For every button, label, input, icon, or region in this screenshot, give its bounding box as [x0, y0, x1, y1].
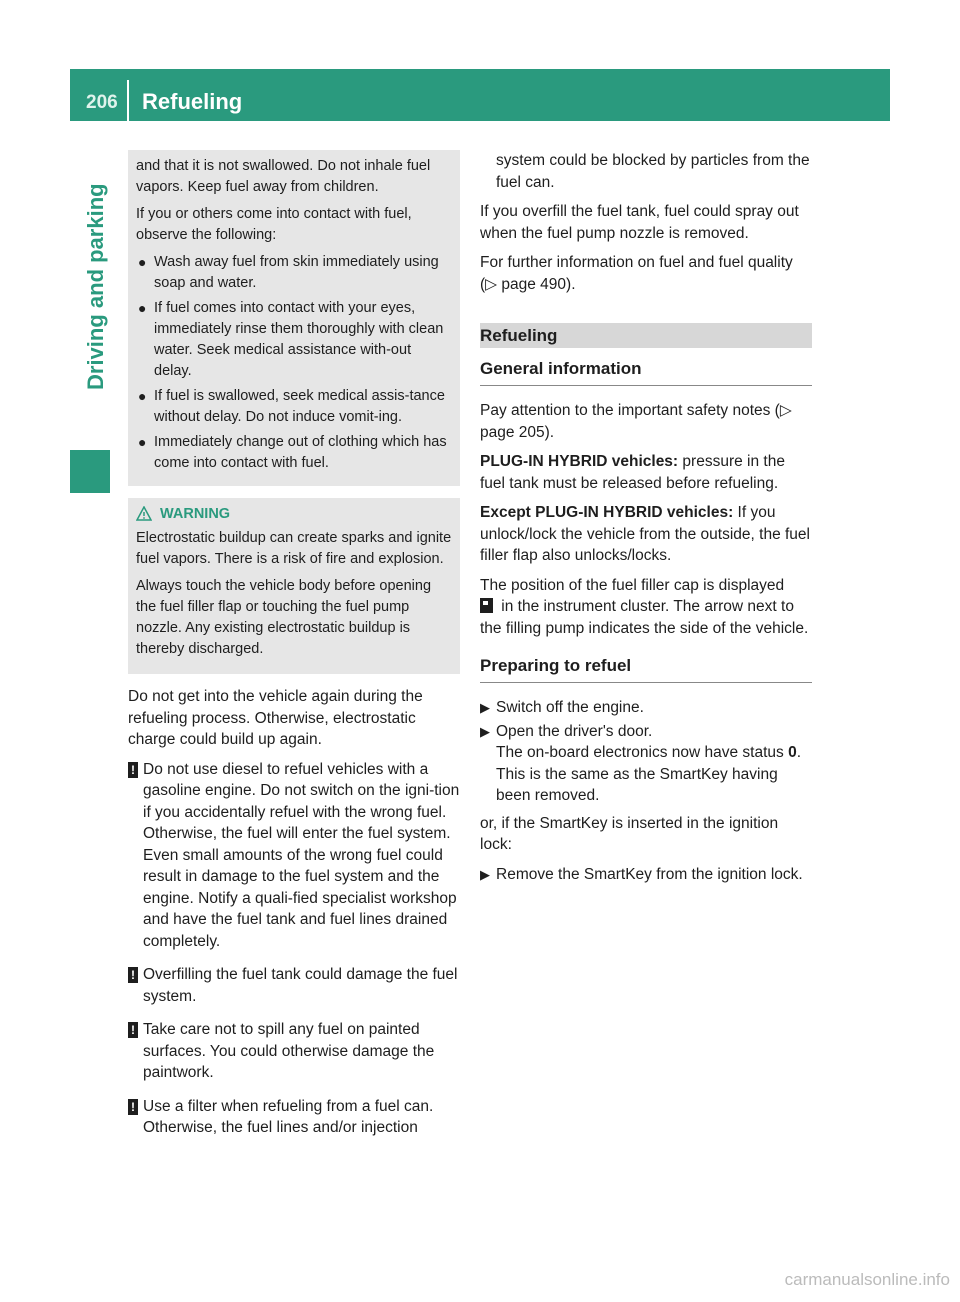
note-item: ! Overfilling the fuel tank could damage the fuel system. — [128, 964, 460, 1007]
paragraph: PLUG-IN HYBRID vehicles: pressure in the fuel tank must be released before refueling. — [480, 453, 785, 492]
right-column — [480, 150, 812, 887]
page-number: 206 — [86, 92, 118, 113]
section-title-box — [480, 323, 812, 348]
section-title: Refueling — [480, 325, 558, 345]
exclamation-icon: ! — [128, 967, 138, 983]
safety-text-1: and that it is not swallowed. Do not inhale fuel vapors. Keep fuel away from children. — [136, 158, 431, 195]
bullet-icon: ● — [138, 434, 147, 450]
side-section-label: Driving and parking — [83, 183, 108, 390]
left-column — [128, 150, 460, 1151]
paragraph: For further information on fuel and fuel quality (▷ page 490). — [480, 254, 793, 293]
exclamation-icon: ! — [128, 1022, 138, 1038]
list-item: ● Wash away fuel from skin immediately using soap and water. — [138, 254, 439, 291]
paragraph: Except PLUG-IN HYBRID vehicles: If you unlock/lock the vehicle from the outside, the fuel filler flap also unlocks/locks. — [480, 504, 810, 564]
list-item: ● Immediately change out of clothing which has come into contact with fuel. — [138, 434, 447, 471]
continued-text: system could be blocked by particles from the fuel can. — [496, 152, 810, 191]
arrow-icon: ▶ — [480, 700, 490, 715]
note-item: ! Use a filter when refueling from a fuel can. Otherwise, the fuel lines and/or injection — [128, 1096, 460, 1139]
list-item: ● If fuel is swallowed, seek medical assis-tance without delay. Do not induce vomit-ing. — [138, 388, 445, 425]
bullet-icon: ● — [138, 254, 147, 270]
exclamation-icon: ! — [128, 1099, 138, 1115]
bullet-icon: ● — [138, 388, 147, 404]
step-item: ▶ Remove the SmartKey from the ignition lock. — [480, 864, 812, 886]
exclamation-icon: ! — [128, 762, 138, 778]
paragraph: Do not get into the vehicle again during the refueling process. Otherwise, electrostatic charge could build up again. — [128, 688, 423, 748]
warning-text-1: Electrostatic buildup can create sparks and ignite fuel vapors. There is a risk of fire and explosion. — [136, 530, 452, 567]
paragraph: or, if the SmartKey is inserted in the ignition lock: — [480, 814, 779, 853]
safety-text-2: If you or others come into contact with fuel, observe the following: — [136, 206, 412, 243]
side-marker — [70, 450, 110, 493]
safety-box — [128, 150, 460, 486]
step-item: ▶ Switch off the engine. — [480, 697, 812, 719]
warning-text-2: Always touch the vehicle body before opening the fuel filler flap or touching the fuel pump nozzle. Any existing electrostatic buildup is thereby discharged. — [136, 578, 432, 657]
list-item: ● If fuel comes into contact with your eyes, immediately rinse them thoroughly with clean water. Seek medical assistance with-out delay. — [138, 300, 444, 379]
paragraph: Pay attention to the important safety notes (▷ page 205). — [480, 402, 792, 441]
note-item: ! Do not use diesel to refuel vehicles with a gasoline engine. Do not switch on the igni-tion if you accidentally refuel with the wrong fuel. Otherwise, the fuel will enter the fuel system. Even small amounts of the wrong fuel could result in damage to the fuel system and the engine. Notify a quali-fied specialist workshop and have the fuel tank and fuel lines drained completely. — [128, 759, 460, 953]
subheading-general: General information — [480, 358, 812, 386]
warning-triangle-icon — [136, 506, 152, 522]
warning-header — [136, 506, 452, 522]
warning-box — [128, 498, 460, 674]
warning-title: WARNING — [160, 506, 231, 522]
arrow-icon: ▶ — [480, 723, 490, 739]
paragraph: The position of the fuel filler cap is displayed in the instrument cluster. The arrow next to the filling pump indicates the side of the vehicle. — [480, 576, 809, 637]
fuel-pump-icon — [480, 598, 493, 613]
note-item: ! Take care not to spill any fuel on painted surfaces. You could otherwise damage the paintwork. — [128, 1019, 460, 1084]
watermark: carmanualsonline.info — [784, 1270, 950, 1289]
page-title: Refueling — [142, 89, 243, 114]
step-item: ▶ Open the driver's door. The on-board electronics now have status 0. This is the same as the SmartKey having been removed. — [480, 722, 802, 804]
subheading-preparing: Preparing to refuel — [480, 655, 812, 683]
bullet-icon: ● — [138, 300, 147, 316]
paragraph: If you overfill the fuel tank, fuel could spray out when the fuel pump nozzle is removed. — [480, 203, 799, 242]
arrow-icon: ▶ — [480, 866, 490, 882]
header-divider — [127, 80, 129, 121]
